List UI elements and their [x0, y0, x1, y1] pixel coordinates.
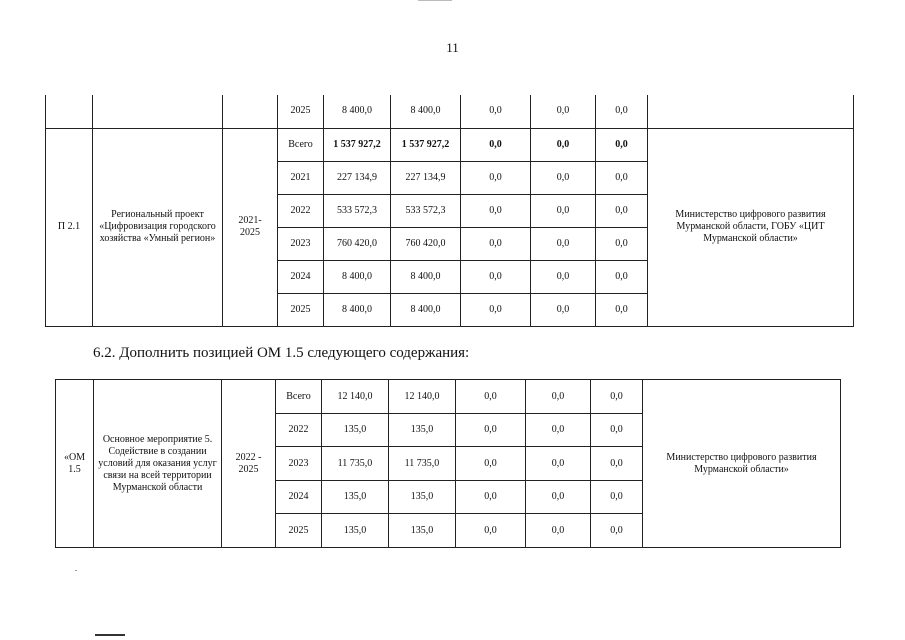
value-cell: 0,0: [461, 227, 531, 260]
value-cell: 0,0: [456, 514, 526, 548]
year-cell: 2025: [276, 514, 322, 548]
item-code: «ОМ 1.5: [56, 380, 94, 548]
value-cell: 0,0: [591, 447, 643, 481]
total-cell: 227 134,9: [324, 161, 391, 194]
year-cell: 2021: [278, 161, 324, 194]
value-cell: 0,0: [531, 293, 596, 326]
item-executor: Министерство цифрового развития Мурманской области»: [643, 380, 841, 548]
item-period: 2022 - 2025: [222, 380, 276, 548]
value-cell: 0,0: [456, 380, 526, 414]
value-cell: 0,0: [526, 481, 591, 514]
value-cell: 0,0: [596, 161, 648, 194]
scan-speck: [75, 570, 77, 571]
year-cell: 2024: [276, 481, 322, 514]
regional-cell: 1 537 927,2: [391, 128, 461, 161]
year-cell: 2023: [276, 447, 322, 481]
value-cell: 0,0: [461, 161, 531, 194]
year-cell: 2025: [278, 95, 324, 128]
program-table-p21: [45, 95, 854, 327]
value-cell: 0,0: [461, 128, 531, 161]
value-cell: 0,0: [526, 447, 591, 481]
total-cell: 135,0: [322, 514, 389, 548]
value-cell: 0,0: [596, 260, 648, 293]
value-cell: 0,0: [591, 481, 643, 514]
year-cell: 2022: [278, 194, 324, 227]
item-executor: Министерство цифрового развития Мурманской области, ГОБУ «ЦИТ Мурманской области»: [648, 128, 854, 326]
regional-cell: 135,0: [389, 514, 456, 548]
year-cell: 2023: [278, 227, 324, 260]
year-cell: 2024: [278, 260, 324, 293]
value-cell: 0,0: [526, 380, 591, 414]
value-cell: 0,0: [531, 95, 596, 128]
total-cell: 1 537 927,2: [324, 128, 391, 161]
year-cell: 2025: [278, 293, 324, 326]
total-cell: 135,0: [322, 481, 389, 514]
total-cell: 135,0: [322, 414, 389, 447]
value-cell: 0,0: [461, 293, 531, 326]
total-cell: 533 572,3: [324, 194, 391, 227]
regional-cell: 11 735,0: [389, 447, 456, 481]
empty-code-cell: [46, 95, 93, 128]
table-row: [46, 95, 854, 128]
table-row: [46, 128, 854, 161]
value-cell: 0,0: [531, 128, 596, 161]
page-number: 11: [446, 40, 459, 55]
total-cell: 8 400,0: [324, 95, 391, 128]
regional-cell: 760 420,0: [391, 227, 461, 260]
value-cell: 0,0: [531, 194, 596, 227]
empty-name-cell: [93, 95, 223, 128]
value-cell: 0,0: [531, 227, 596, 260]
value-cell: 0,0: [456, 481, 526, 514]
program-table-om15: [55, 379, 841, 548]
regional-cell: 533 572,3: [391, 194, 461, 227]
value-cell: 0,0: [526, 514, 591, 548]
value-cell: 0,0: [531, 260, 596, 293]
value-cell: 0,0: [456, 414, 526, 447]
regional-cell: 135,0: [389, 414, 456, 447]
section-heading: 6.2. Дополнить позицией ОМ 1.5 следующего содержания:: [93, 345, 470, 361]
value-cell: 0,0: [591, 380, 643, 414]
value-cell: 0,0: [596, 194, 648, 227]
total-cell: 8 400,0: [324, 260, 391, 293]
value-cell: 0,0: [591, 514, 643, 548]
total-cell: 11 735,0: [322, 447, 389, 481]
regional-cell: 8 400,0: [391, 95, 461, 128]
table-row: [56, 380, 841, 414]
value-cell: 0,0: [456, 447, 526, 481]
value-cell: 0,0: [596, 95, 648, 128]
total-cell: 8 400,0: [324, 293, 391, 326]
empty-period-cell: [223, 95, 278, 128]
value-cell: 0,0: [531, 161, 596, 194]
regional-cell: 227 134,9: [391, 161, 461, 194]
regional-cell: 135,0: [389, 481, 456, 514]
top-edge-mark: [418, 0, 452, 4]
value-cell: 0,0: [596, 128, 648, 161]
total-cell: 760 420,0: [324, 227, 391, 260]
empty-executor-cell: [648, 95, 854, 128]
total-cell: 12 140,0: [322, 380, 389, 414]
bottom-edge-mark: [95, 634, 125, 640]
item-name: Региональный проект «Цифровизация городского хозяйства «Умный регион»: [93, 128, 223, 326]
value-cell: 0,0: [596, 227, 648, 260]
item-code: П 2.1: [46, 128, 93, 326]
year-cell: 2022: [276, 414, 322, 447]
year-cell: Всего: [276, 380, 322, 414]
regional-cell: 8 400,0: [391, 293, 461, 326]
value-cell: 0,0: [526, 414, 591, 447]
regional-cell: 8 400,0: [391, 260, 461, 293]
item-period: 2021- 2025: [223, 128, 278, 326]
value-cell: 0,0: [461, 260, 531, 293]
regional-cell: 12 140,0: [389, 380, 456, 414]
value-cell: 0,0: [461, 194, 531, 227]
year-cell: Всего: [278, 128, 324, 161]
value-cell: 0,0: [596, 293, 648, 326]
value-cell: 0,0: [461, 95, 531, 128]
item-name: Основное мероприятие 5. Содействие в создании условий для оказания услуг связи на всей территории Мурманской области: [94, 380, 222, 548]
value-cell: 0,0: [591, 414, 643, 447]
